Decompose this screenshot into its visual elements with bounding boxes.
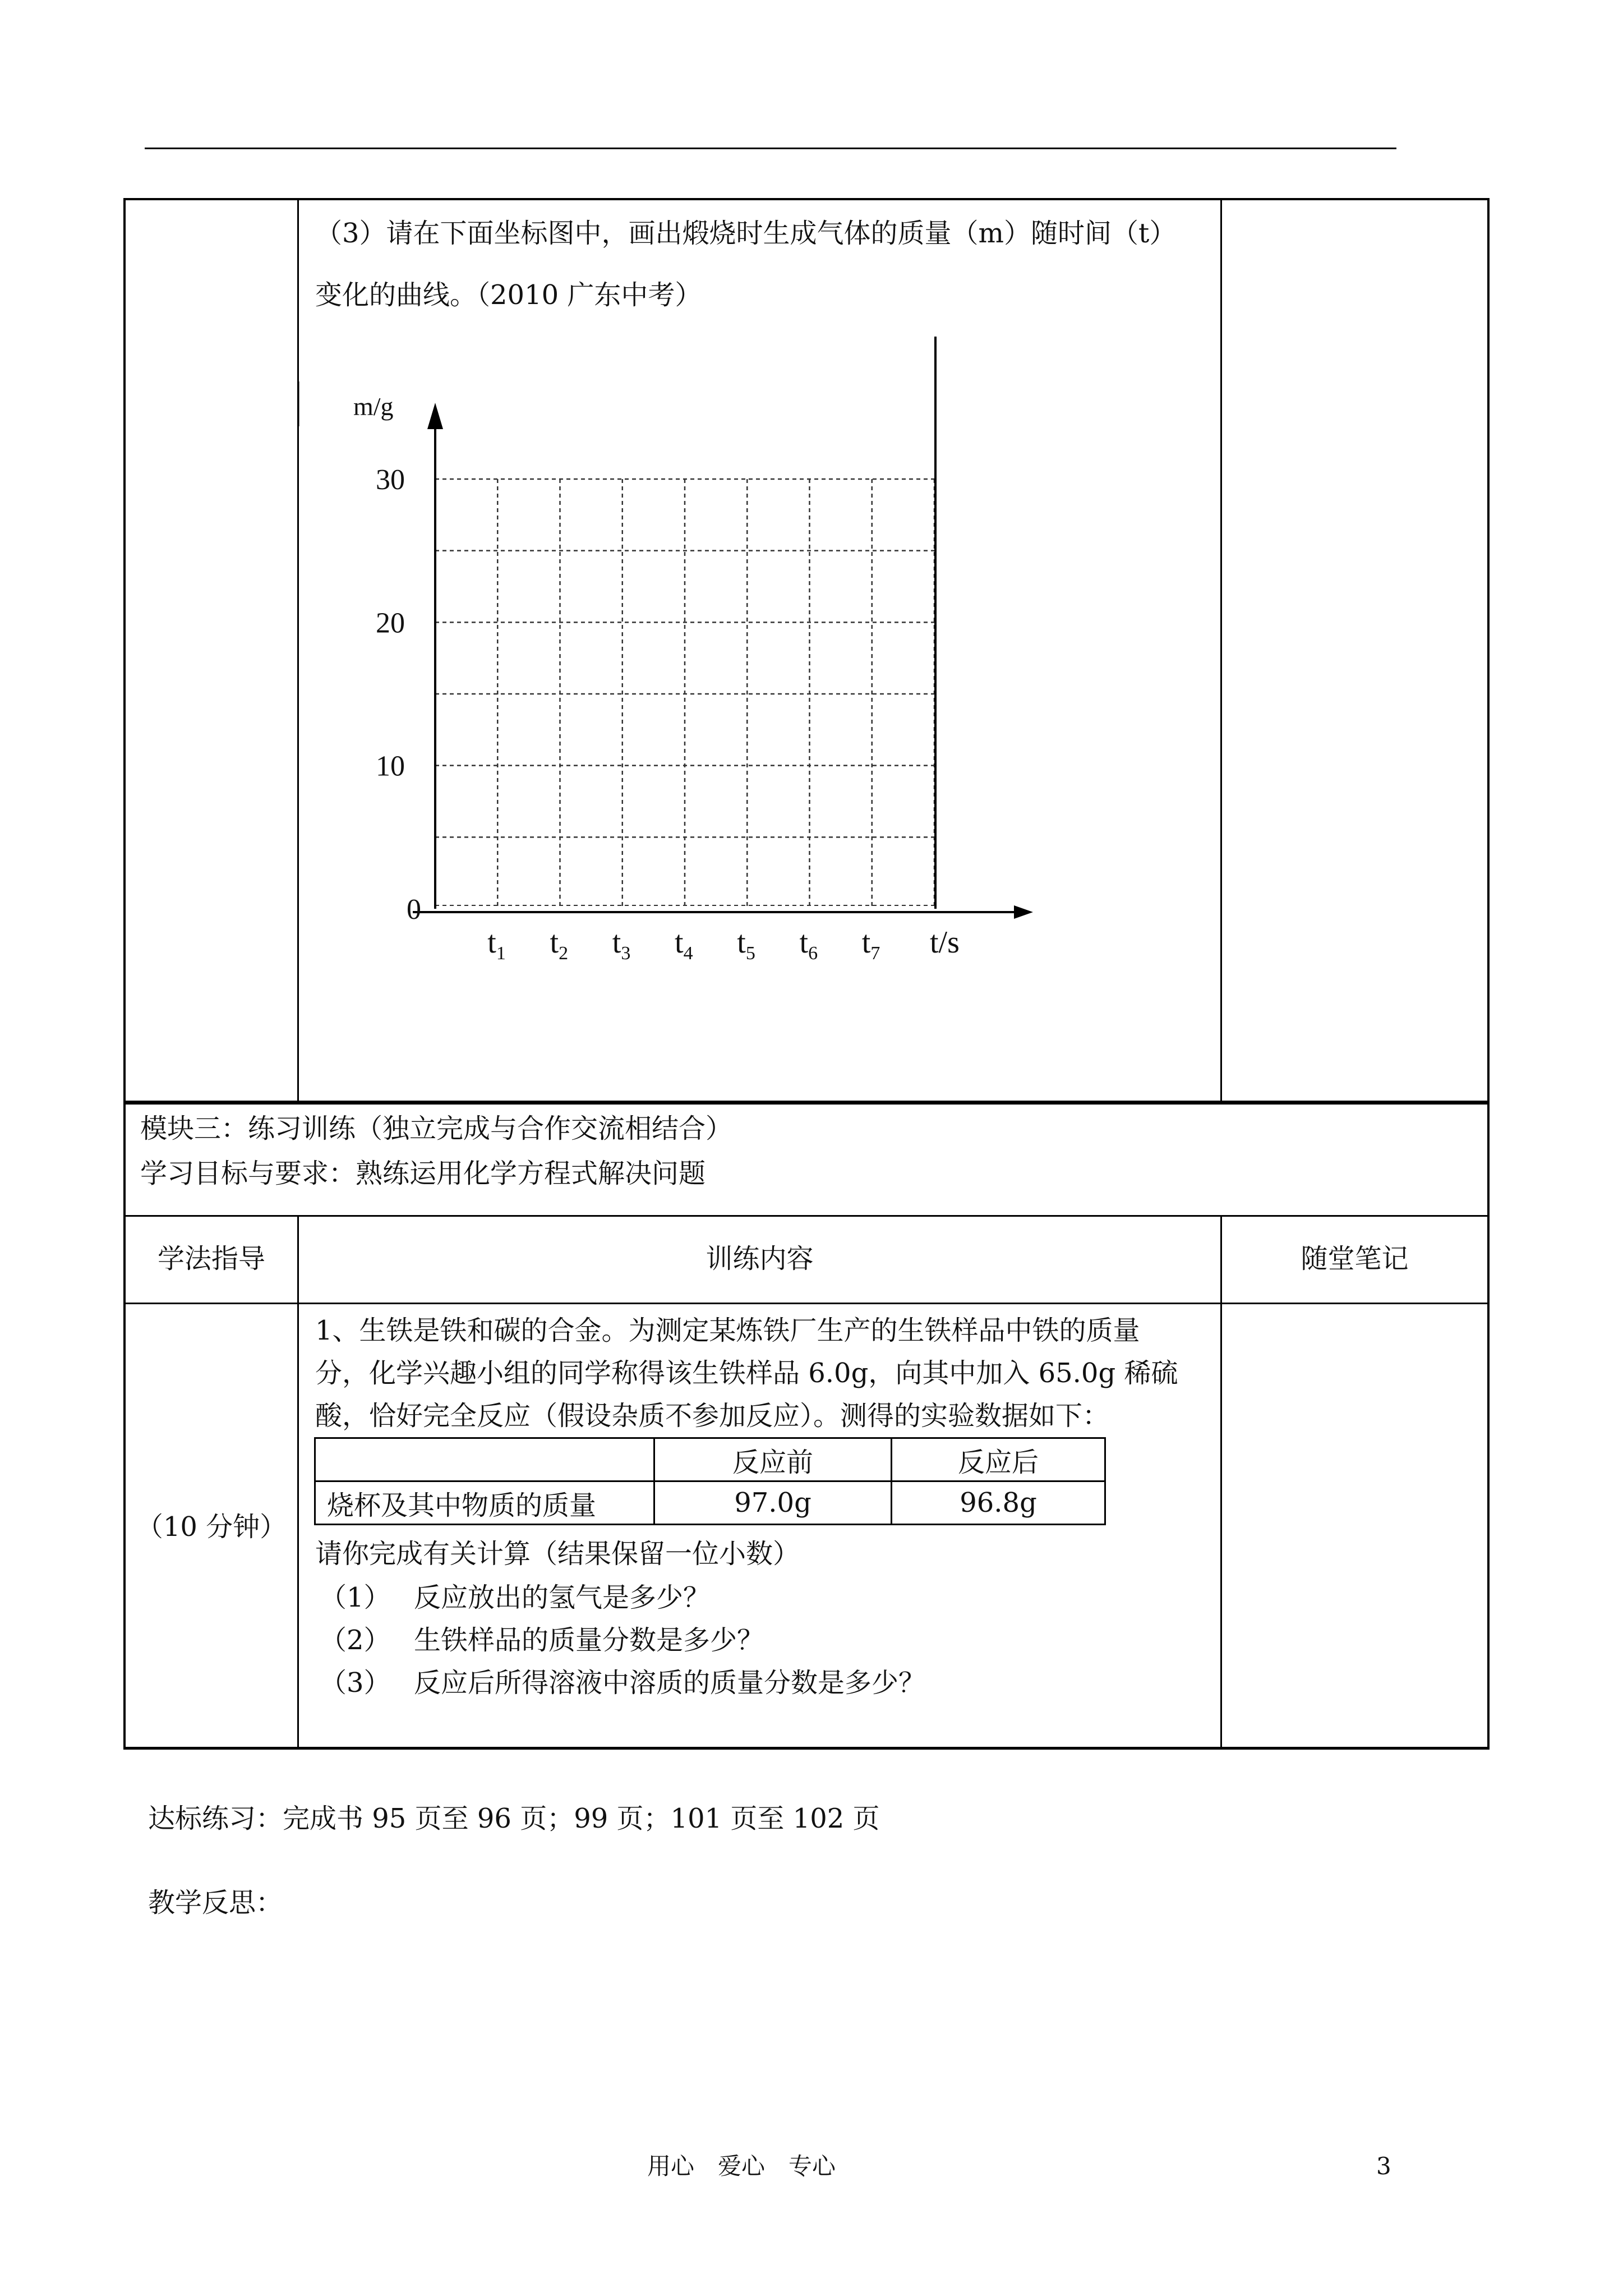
x-tick-label: $t_1$ xyxy=(487,925,506,964)
exercise-line-3: 酸，恰好完全反应（假设杂质不参加反应）。测得的实验数据如下： xyxy=(315,1400,1110,1432)
reflection-label: 教学反思： xyxy=(148,1887,283,1918)
question-2-num: （2） xyxy=(320,1625,391,1656)
page-number: 3 xyxy=(1376,2152,1391,2180)
table-cell: 反应前 xyxy=(654,1438,892,1481)
experiment-data-table xyxy=(314,1437,1106,1525)
y-tick-label: 20 xyxy=(376,607,405,639)
module3-goal: 学习目标与要求：熟练运用化学方程式解决问题 xyxy=(140,1158,706,1189)
exercise-line-1: 1、生铁是铁和碳的合金。为测定某炼铁厂生产的生铁样品中铁的质量 xyxy=(315,1315,1140,1346)
x-tick-label: $t_4$ xyxy=(675,925,693,964)
coordinate-grid-chart xyxy=(292,331,1066,987)
footer-slogan: 用心 爱心 专心 xyxy=(647,2152,836,2180)
x-tick-label: $t_6$ xyxy=(799,925,818,964)
y-tick-label: 30 xyxy=(376,464,405,496)
table-cell: 反应后 xyxy=(892,1438,1105,1481)
time-label: （10 分钟） xyxy=(136,1511,287,1543)
question-2-text: 生铁样品的质量分数是多少？ xyxy=(414,1625,764,1656)
module3-title: 模块三：练习训练（独立完成与合作交流相结合） xyxy=(140,1113,733,1144)
x-axis-label: t/s xyxy=(930,925,960,960)
table-cell: 97.0g xyxy=(654,1481,892,1525)
question-3-num: （3） xyxy=(320,1667,391,1699)
header-training-content: 训练内容 xyxy=(706,1243,814,1274)
y-tick-label: 10 xyxy=(376,750,405,783)
practice-note: 达标练习：完成书 95 页至 96 页；99 页；101 页至 102 页 xyxy=(148,1803,880,1834)
question-3-line2: 变化的曲线。（2010 广东中考） xyxy=(315,279,702,311)
question-3-text: 反应后所得溶液中溶质的质量分数是多少？ xyxy=(414,1667,926,1699)
exercise-prompt: 请你完成有关计算（结果保留一位小数） xyxy=(315,1538,800,1570)
exercise-line-2: 分，化学兴趣小组的同学称得该生铁样品 6.0g，向其中加入 65.0g 稀硫 xyxy=(315,1358,1178,1389)
table-cell xyxy=(315,1438,654,1481)
y-axis-label: m/g xyxy=(353,392,394,421)
header-class-notes: 随堂笔记 xyxy=(1301,1243,1409,1274)
header-study-method: 学法指导 xyxy=(157,1243,265,1274)
table-cell: 烧杯及其中物质的质量 xyxy=(315,1481,654,1525)
question-3-line1: （3）请在下面坐标图中，画出煅烧时生成气体的质量（m）随时间（t） xyxy=(315,218,1177,249)
header-rule xyxy=(145,148,1396,149)
y-axis-arrow xyxy=(427,403,443,429)
x-tick-label: $t_7$ xyxy=(861,925,880,964)
x-tick-label: $t_5$ xyxy=(737,925,755,964)
x-tick-label: $t_2$ xyxy=(550,925,569,964)
table-cell: 96.8g xyxy=(892,1481,1105,1525)
table-row xyxy=(315,1481,1105,1525)
table-header-row xyxy=(315,1438,1105,1481)
x-axis-arrow xyxy=(1014,905,1033,919)
y-tick-label: 0 xyxy=(407,894,421,926)
question-1-text: 反应放出的氢气是多少？ xyxy=(414,1582,711,1613)
question-1-num: （1） xyxy=(320,1582,391,1613)
x-tick-label: $t_3$ xyxy=(612,925,631,964)
